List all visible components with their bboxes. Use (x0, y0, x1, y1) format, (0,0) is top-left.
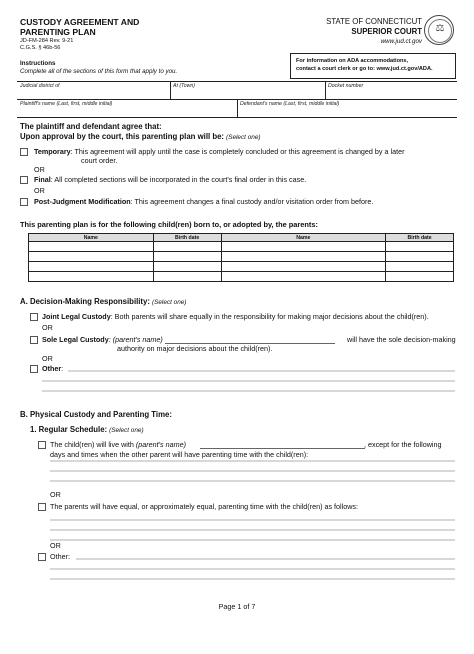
agreement-heading: The plaintiff and defendant agree that: (20, 122, 162, 131)
equal-time-checkbox[interactable] (38, 503, 46, 511)
plaintiff-name-field[interactable]: Plaintiff's name (Last, first, middle initial) (20, 101, 113, 107)
live-with-parent-input[interactable] (200, 448, 365, 449)
or-separator: OR (50, 541, 61, 550)
section-b-heading: B. Physical Custody and Parenting Time: (20, 410, 172, 419)
town-field[interactable]: At (Town) (173, 83, 196, 89)
ada-line-1: For information on ADA accommodations, (296, 58, 409, 64)
instructions-text: Complete all of the sections of this form that apply to you. (20, 68, 178, 75)
statute-reference: C.G.S. § 46b-56 (20, 45, 61, 51)
final-text: : All completed sections will be incorporated in the court's final order in this case. (50, 175, 307, 184)
live-with-parent-option (50, 440, 186, 449)
or-separator: OR (42, 354, 53, 363)
or-separator: OR (42, 323, 53, 332)
live-with-text-line2: days and times when the other parent will have parenting time with the child(ren): (50, 450, 309, 459)
column-header-name: Name (221, 234, 386, 242)
regular-schedule-heading: 1. Regular Schedule: (30, 425, 108, 434)
temporary-text: : This agreement will apply until the case is completely concluded or this agreement is changed by a later (70, 147, 405, 156)
instructions-heading: Instructions (20, 60, 56, 67)
defendant-name-field[interactable]: Defendant's name (Last, first, middle initial) (240, 101, 340, 107)
sole-custody-text-line2: authority on major decisions about the child(ren). (117, 344, 273, 353)
other-custody-label: Other (42, 364, 62, 373)
post-judgment-text: : This agreement changes a final custody and/or visitation order from before. (130, 197, 374, 206)
approval-select-note: (Select one) (226, 134, 261, 141)
judicial-district-field[interactable]: Judicial district of (20, 83, 60, 89)
approval-heading: Upon approval by the court, this parenting plan will be: (20, 132, 225, 141)
other-custody-colon: : (61, 364, 64, 373)
live-with-except-text: , except for the following (364, 440, 442, 449)
sole-custody-text: will have the sole decision-making (347, 335, 456, 344)
sole-custody-parent-prompt: : (parent's name) (108, 335, 163, 344)
title-line-2: PARENTING PLAN (20, 26, 96, 37)
state-name: STATE OF CONNECTICUT (326, 17, 422, 26)
court-website: www.jud.ct.gov (380, 38, 422, 45)
other-schedule-label: Other: (50, 552, 70, 561)
form-number: JD-FM-284 Rev. 9-21 (20, 38, 74, 44)
joint-custody-label: Joint Legal Custody (42, 312, 111, 321)
temporary-text-line2: court order. (81, 156, 118, 165)
or-separator: OR (34, 186, 45, 195)
or-separator: OR (34, 165, 45, 174)
state-seal-icon: ⚖ (424, 15, 454, 45)
column-header-name: Name (29, 234, 154, 242)
section-a-heading: A. Decision-Making Responsibility: (20, 297, 150, 306)
post-judgment-label: Post-Judgment Modification (34, 197, 131, 206)
other-schedule-checkbox[interactable] (38, 553, 46, 561)
sole-custody-label: Sole Legal Custody (42, 335, 109, 344)
ada-line-2: contact a court clerk or go to: www.jud.ct.gov/ADA. (296, 66, 433, 72)
live-with-text: The child(ren) will live with (50, 440, 134, 449)
title-line-1: CUSTODY AGREEMENT AND (20, 17, 140, 27)
court-name: SUPERIOR COURT (351, 27, 422, 36)
docket-number-field[interactable]: Docket number (328, 83, 364, 89)
live-with-parent-prompt: (parent's name) (135, 440, 186, 449)
column-header-birth-date: Birth date (153, 234, 221, 242)
section-a-select-note: (Select one) (151, 299, 187, 306)
page-number: Page 1 of 7 (218, 602, 256, 611)
live-with-parent-checkbox[interactable] (38, 441, 46, 449)
regular-schedule-select-note: (Select one) (109, 427, 144, 434)
children-heading: This parenting plan is for the following child(ren) born to, or adopted by, the parents: (20, 220, 318, 229)
column-header-birth-date: Birth date (386, 234, 454, 242)
joint-custody-text: : Both parents will share equally in the responsibility for making major decisions about the child(ren). (110, 312, 429, 321)
temporary-label: Temporary (34, 147, 71, 156)
final-label: Final (34, 175, 51, 184)
equal-time-text: The parents will have equal, or approximately equal, parenting time with the child(ren) as follows: (50, 502, 359, 511)
or-separator: OR (50, 490, 61, 499)
